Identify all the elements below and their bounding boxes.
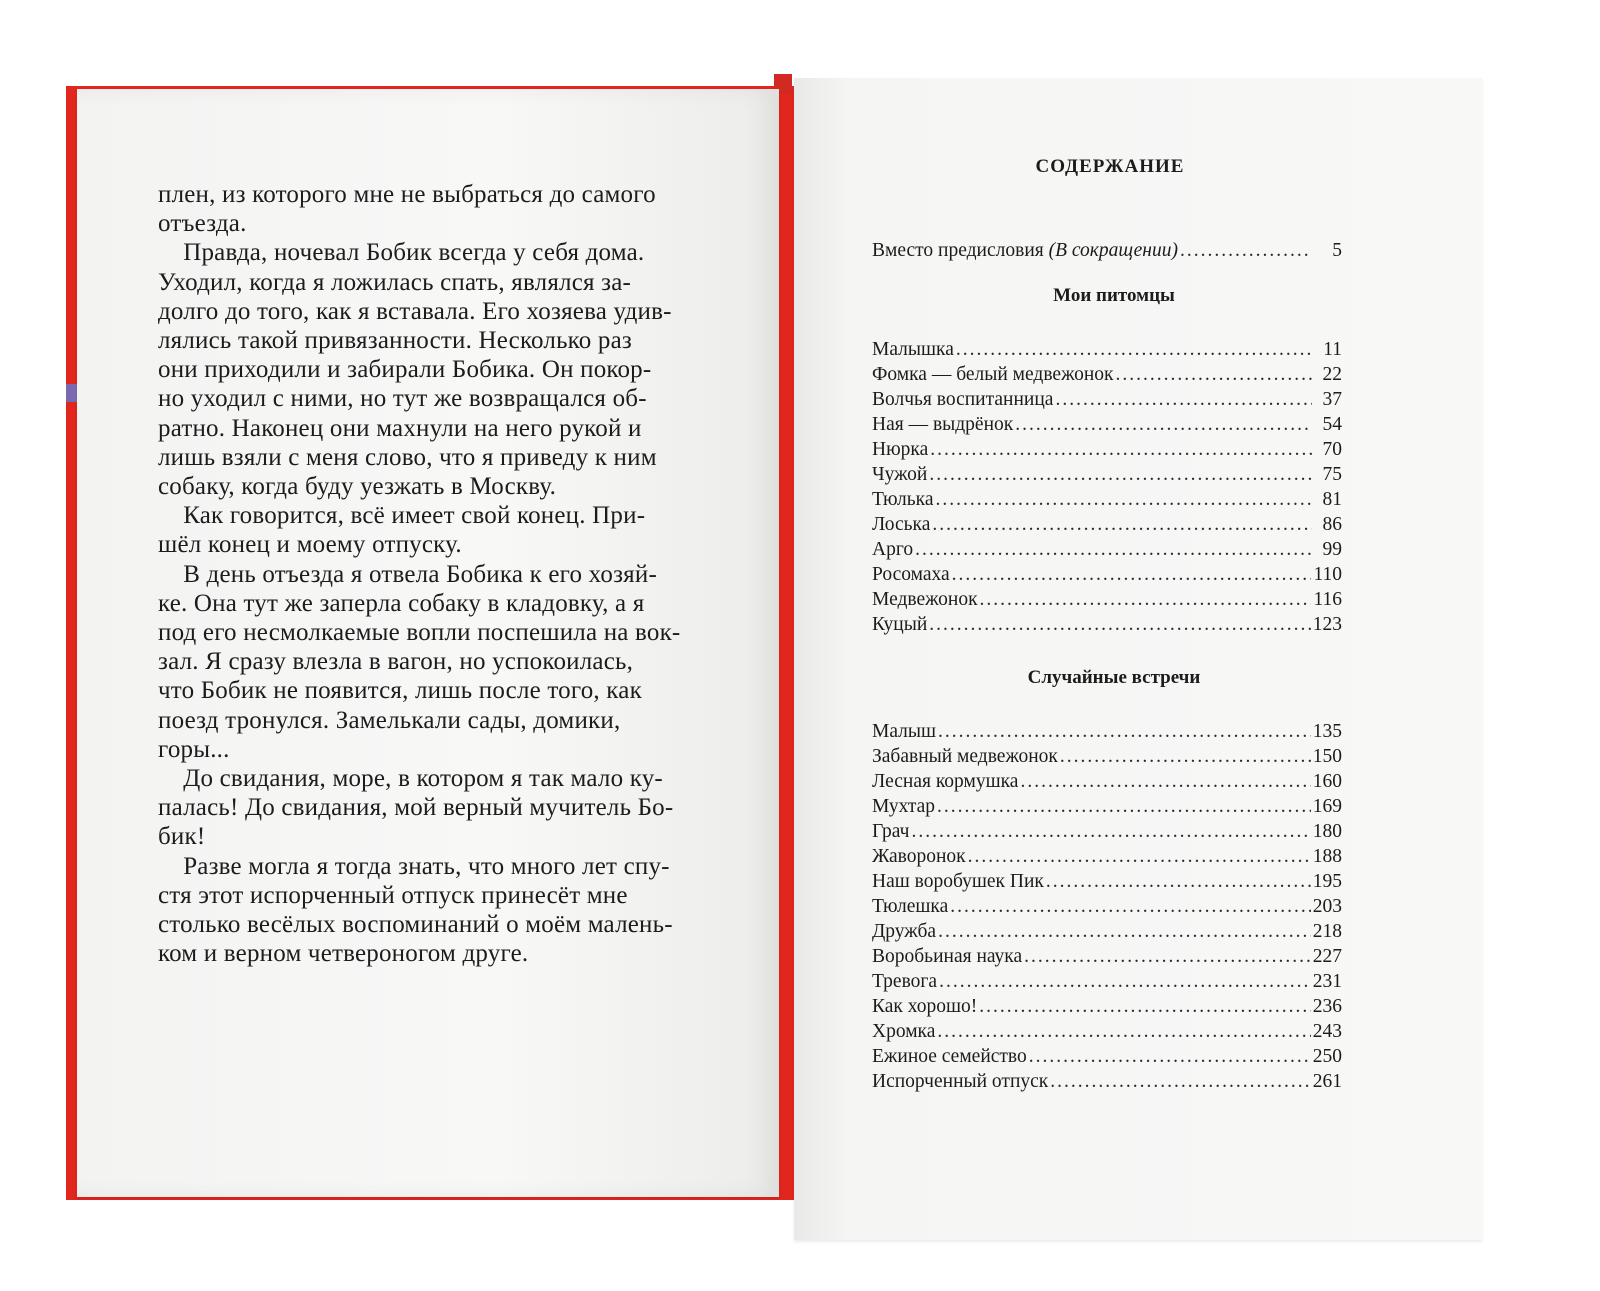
toc-row bbox=[872, 537, 1342, 562]
leader-dots bbox=[1115, 362, 1312, 387]
toc-row bbox=[872, 744, 1342, 769]
leader-dots bbox=[932, 512, 1312, 537]
toc-entry-page: 243 bbox=[1312, 1021, 1342, 1042]
paragraph: В день отъезда я отвела Бобика к его хозяй- ке. Она тут же заперла собаку в кладовку, а я под его несмолкаемые вопли поспешила на вок- зал. Я сразу влезла в вагон, но успокоилась, что Бобик не появится, лишь после того, как поезд тронулся. Замелькали сады, домики, горы... bbox=[158, 560, 681, 763]
leader-dots bbox=[1046, 869, 1311, 894]
toc-entry-title: Хромка bbox=[872, 1021, 936, 1042]
toc-row bbox=[872, 587, 1342, 612]
toc-entry-title: Мухтар bbox=[872, 796, 936, 817]
toc-entry-title: Тюлька bbox=[872, 489, 934, 510]
toc-entry-page: 231 bbox=[1312, 971, 1342, 992]
leader-dots bbox=[938, 719, 1311, 744]
leader-dots bbox=[935, 487, 1312, 512]
toc-entry-page: 160 bbox=[1312, 771, 1342, 792]
toc-row bbox=[872, 844, 1342, 869]
leader-dots bbox=[930, 437, 1312, 462]
toc-entry-page: 188 bbox=[1312, 846, 1342, 867]
toc-row bbox=[872, 794, 1342, 819]
toc-entry-title: Лоська bbox=[872, 514, 931, 535]
toc-entry-page: 180 bbox=[1312, 821, 1342, 842]
leader-dots bbox=[1180, 238, 1312, 263]
toc-entry-title: Лесная кормушка bbox=[872, 771, 1019, 792]
toc-entry-page: 110 bbox=[1313, 564, 1342, 585]
toc-entry-page: 70 bbox=[1322, 439, 1342, 460]
toc-entry-page: 203 bbox=[1312, 896, 1342, 917]
toc-entry-title: Воробьиная наука bbox=[872, 946, 1023, 967]
toc-entry-title: Тюлешка bbox=[872, 896, 949, 917]
toc-row bbox=[872, 1019, 1342, 1044]
toc-intro-page: 5 bbox=[1332, 240, 1342, 261]
toc-entry-page: 86 bbox=[1322, 514, 1342, 535]
paragraph: До свидания, море, в котором я так мало ку- палась! До свидания, мой верный мучитель Бо- бик! bbox=[158, 765, 674, 851]
toc-entry-title: Малышка bbox=[872, 339, 954, 360]
leader-dots bbox=[968, 844, 1311, 869]
toc-row bbox=[872, 462, 1342, 487]
toc-row bbox=[872, 437, 1342, 462]
toc-entry-title: Чужой bbox=[872, 464, 928, 485]
toc-entry-title: Тревога bbox=[872, 971, 938, 992]
toc-entry-page: 227 bbox=[1312, 946, 1342, 967]
toc-entry-page: 22 bbox=[1322, 364, 1342, 385]
toc-row bbox=[872, 819, 1342, 844]
toc-row bbox=[872, 769, 1342, 794]
toc-row bbox=[872, 562, 1342, 587]
toc-entry-page: 135 bbox=[1312, 721, 1342, 742]
toc-entry-title: Испорченный отпуск bbox=[872, 1071, 1049, 1092]
toc-entry-page: 150 bbox=[1312, 746, 1342, 767]
toc-entry-title: Нюрка bbox=[872, 439, 929, 460]
toc-entry-title: Наш воробушек Пик bbox=[872, 871, 1044, 892]
toc-entry-page: 123 bbox=[1312, 614, 1342, 635]
toc-entry-page: 75 bbox=[1322, 464, 1342, 485]
toc-entry-page: 250 bbox=[1312, 1046, 1342, 1067]
leader-dots bbox=[929, 462, 1312, 487]
toc-entry-title: Как хорошо! bbox=[872, 996, 978, 1017]
toc-entry-page: 236 bbox=[1312, 996, 1342, 1017]
toc-entry-title: Ежиное семейство bbox=[872, 1046, 1027, 1067]
leader-dots bbox=[937, 1019, 1310, 1044]
toc-entry-title: Жаворонок bbox=[872, 846, 966, 867]
leader-dots bbox=[1029, 1044, 1311, 1069]
section-spacer bbox=[872, 637, 1342, 659]
toc-row bbox=[872, 944, 1342, 969]
toc-row bbox=[872, 512, 1342, 537]
toc-entry-page: 81 bbox=[1322, 489, 1342, 510]
toc-entry-title: Фомка — белый медвежонок bbox=[872, 364, 1114, 385]
toc-entry-title: Дружба bbox=[872, 921, 937, 942]
leader-dots bbox=[1050, 1069, 1310, 1094]
toc-entry-page: 169 bbox=[1312, 796, 1342, 817]
toc-entry-page: 54 bbox=[1322, 414, 1342, 435]
toc-row bbox=[872, 337, 1342, 362]
toc-entry-title: Волчья воспитанница bbox=[872, 389, 1054, 410]
toc-row bbox=[872, 387, 1342, 412]
leader-dots bbox=[956, 337, 1312, 362]
toc-entry-title: Росомаха bbox=[872, 564, 950, 585]
leader-dots bbox=[979, 994, 1310, 1019]
leader-dots bbox=[980, 587, 1312, 612]
leader-dots bbox=[1015, 412, 1312, 437]
toc-entry-page: 99 bbox=[1322, 539, 1342, 560]
toc-entry-title: Ная — выдрёнок bbox=[872, 414, 1014, 435]
toc-entry-title: Грач bbox=[872, 821, 910, 842]
toc-entry-page: 218 bbox=[1312, 921, 1342, 942]
table-of-contents bbox=[872, 156, 1342, 1094]
paragraph: Как говорится, всё имеет свой конец. При- шёл конец и моему отпуску. bbox=[158, 502, 646, 559]
toc-entry-title: Забавный медвежонок bbox=[872, 746, 1058, 767]
toc-row bbox=[872, 362, 1342, 387]
toc-section-heading: Мои питомцы bbox=[1053, 285, 1175, 306]
toc-row bbox=[872, 719, 1342, 744]
toc-row bbox=[872, 969, 1342, 994]
toc-row bbox=[872, 487, 1342, 512]
leader-dots bbox=[952, 562, 1312, 587]
toc-row bbox=[872, 412, 1342, 437]
toc-entry-page: 11 bbox=[1323, 339, 1342, 360]
toc-intro-row bbox=[872, 238, 1342, 263]
toc-row bbox=[872, 894, 1342, 919]
leader-dots bbox=[1060, 744, 1311, 769]
toc-intro-note: (В сокращении) bbox=[1048, 240, 1178, 261]
toc-entry-page: 261 bbox=[1312, 1071, 1342, 1092]
leader-dots bbox=[915, 537, 1312, 562]
toc-entry-title: Медвежонок bbox=[872, 589, 978, 610]
leader-dots bbox=[1020, 769, 1310, 794]
toc-entry-page: 195 bbox=[1312, 871, 1342, 892]
toc-entry-title: Арго bbox=[872, 539, 914, 560]
leader-dots bbox=[929, 612, 1310, 637]
leader-dots bbox=[937, 794, 1311, 819]
leader-dots bbox=[950, 894, 1310, 919]
toc-row bbox=[872, 869, 1342, 894]
leader-dots bbox=[911, 819, 1310, 844]
toc-entry-title: Куцый bbox=[872, 614, 928, 635]
toc-row bbox=[872, 1069, 1342, 1094]
paragraph: Правда, ночевал Бобик всегда у себя дома. Уходил, когда я ложилась спать, являлся за- долго до того, как я вставала. Его хозяева удив- лялись такой привязанности. Несколько раз они приходили и забирали Бобика. Он покор- но уходил с ними, но тут же возвращался об- ратно. Наконец они махнули на него рукой и лишь взяли с меня слово, что я приведу к ним собаку, когда буду уезжать в Москву. bbox=[158, 239, 672, 501]
leader-dots bbox=[1055, 387, 1312, 412]
toc-title: СОДЕРЖАНИЕ bbox=[1035, 156, 1185, 177]
toc-row bbox=[872, 994, 1342, 1019]
toc-row bbox=[872, 612, 1342, 637]
left-page-text bbox=[158, 180, 718, 968]
toc-intro-title: Вместо предисловия (В сокращении) bbox=[872, 240, 1178, 261]
toc-sections bbox=[872, 285, 1342, 1094]
paragraph: Разве могла я тогда знать, что много лет спу- стя этот испорченный отпуск принесёт мне столько весёлых воспоминаний о моём малень- ком и верном четвероногом друге. bbox=[158, 852, 673, 968]
toc-section-heading: Случайные встречи bbox=[1027, 667, 1201, 688]
toc-row bbox=[872, 1044, 1342, 1069]
leader-dots bbox=[939, 969, 1311, 994]
toc-entry-title: Малыш bbox=[872, 721, 937, 742]
toc-row bbox=[872, 919, 1342, 944]
toc-entry-page: 116 bbox=[1313, 589, 1342, 610]
toc-entry-page: 37 bbox=[1322, 389, 1342, 410]
leader-dots bbox=[1024, 944, 1311, 969]
leader-dots bbox=[938, 919, 1311, 944]
paragraph: плен, из которого мне не выбраться до самого отъезда. bbox=[158, 181, 656, 238]
